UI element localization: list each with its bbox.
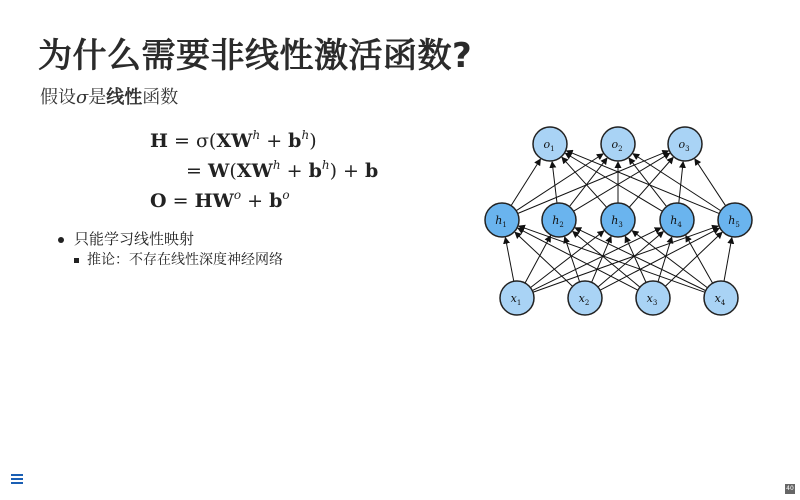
hidden-node-label: $h_3$ <box>611 214 623 229</box>
input-node-circle <box>704 281 738 315</box>
input-node <box>704 281 738 315</box>
connection-arrow <box>665 232 722 286</box>
connection-arrow <box>552 162 557 203</box>
eq2-close: ) + <box>329 160 366 182</box>
subtitle-middle: 是 <box>88 87 107 108</box>
eq2-eq: = <box>186 160 208 182</box>
input-node-circle <box>568 281 602 315</box>
hidden-node-label: $h_5$ <box>728 214 740 229</box>
input-node-label: $x_1$ <box>510 292 522 307</box>
eq1-close: ) <box>309 130 317 152</box>
output-node <box>668 127 702 161</box>
hidden-node <box>542 203 576 237</box>
connection-arrow <box>633 154 721 211</box>
eq2-b: b <box>308 160 322 182</box>
output-node-label: $o_2$ <box>611 138 623 153</box>
eq1-eq: = σ( <box>167 130 217 152</box>
eq1-sup: h <box>252 128 261 142</box>
connection-arrow <box>629 158 667 206</box>
output-node <box>601 127 635 161</box>
neural-network-diagram <box>478 118 768 323</box>
eq2-plus: + <box>280 160 309 182</box>
eq3-sup: o <box>233 188 242 202</box>
menu-icon[interactable] <box>11 474 23 484</box>
sub-bullet-square-icon <box>74 258 79 263</box>
subtitle-suffix: 函数 <box>142 87 179 108</box>
subtitle-bold: 线性 <box>106 87 143 108</box>
eq1-plus: + <box>260 130 289 152</box>
eq1-lhs: H <box>150 130 168 152</box>
equation-block <box>150 120 378 210</box>
eq2-w: W <box>207 160 230 182</box>
eq3-bsup: o <box>282 188 290 202</box>
subtitle-prefix: 假设 <box>40 87 76 108</box>
eq3-plus: + <box>241 190 270 212</box>
connection-arrow <box>686 236 713 284</box>
input-node <box>500 281 534 315</box>
page-number: 40 <box>786 485 794 492</box>
eq3-hw: HW <box>194 190 234 212</box>
bullet-text: 只能学习线性映射 <box>74 230 195 248</box>
hidden-node-label: $h_1$ <box>495 214 507 229</box>
hidden-node-label: $h_2$ <box>552 214 564 229</box>
eq2-x: XW <box>236 160 273 182</box>
input-node-label: $x_3$ <box>646 292 658 307</box>
equation-line-3 <box>150 180 378 210</box>
bullet-item <box>58 228 283 250</box>
slide-title: 为什么需要非线性激活函数? <box>38 36 473 76</box>
equation-line-1 <box>150 120 378 150</box>
hidden-node <box>601 203 635 237</box>
sub-bullet-item <box>74 250 283 270</box>
equation-line-2 <box>150 150 378 180</box>
eq2-bsup: h <box>321 158 330 172</box>
connection-arrow <box>724 238 732 282</box>
hidden-node <box>485 203 519 237</box>
hidden-node-label: $h_4$ <box>670 214 682 229</box>
eq3-b: b <box>269 190 283 212</box>
eq3-lhs: O <box>150 190 167 212</box>
input-node-label: $x_2$ <box>578 292 590 307</box>
network-nodes <box>485 127 752 315</box>
connection-arrow <box>598 232 663 287</box>
connection-arrow <box>516 154 603 211</box>
eq2-sup: h <box>272 158 281 172</box>
eq1-x: XW <box>216 130 253 152</box>
eq1-b: b <box>288 130 302 152</box>
hidden-node <box>718 203 752 237</box>
eq2-open: ( <box>229 160 237 182</box>
output-node <box>533 127 567 161</box>
input-node <box>636 281 670 315</box>
output-node-label: $o_1$ <box>543 138 555 153</box>
eq2-b2: b <box>365 160 379 182</box>
subtitle-sigma: σ <box>76 87 89 108</box>
input-node-label: $x_4$ <box>714 292 726 307</box>
connection-arrow <box>695 159 726 206</box>
eq1-bsup: h <box>301 128 310 142</box>
input-node <box>568 281 602 315</box>
slide-subtitle <box>40 83 178 109</box>
input-node-circle <box>500 281 534 315</box>
connection-arrow <box>511 159 540 205</box>
hidden-node <box>660 203 694 237</box>
eq3-eq: = <box>166 190 195 212</box>
bullet-list <box>58 228 283 270</box>
connection-arrow <box>632 231 707 288</box>
connection-arrow <box>505 238 513 282</box>
bullet-dot-icon <box>58 237 64 243</box>
connection-arrow <box>515 232 572 286</box>
sub-bullet-text: 推论：不存在线性深度神经网络 <box>87 252 283 268</box>
output-node-label: $o_3$ <box>678 138 690 153</box>
input-node-circle <box>636 281 670 315</box>
